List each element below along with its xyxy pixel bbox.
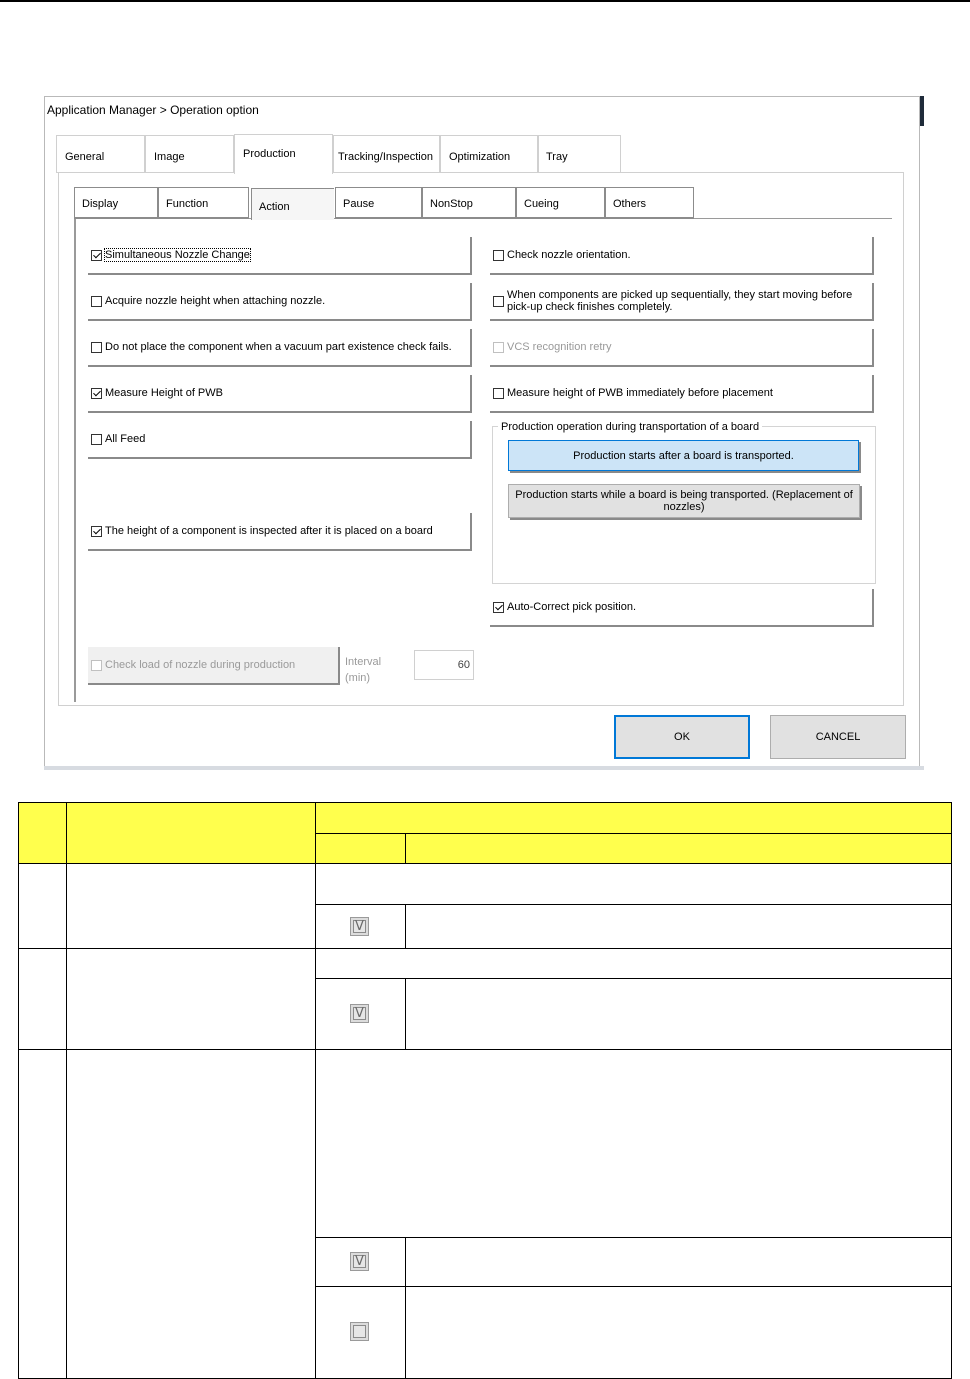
checkbox[interactable] bbox=[91, 434, 102, 445]
subtab-label: Cueing bbox=[524, 198, 559, 210]
subtab-label: Function bbox=[166, 198, 209, 210]
production-while-transport-button[interactable] bbox=[508, 484, 860, 518]
table-col-divider bbox=[405, 904, 406, 948]
table-border bbox=[18, 802, 952, 803]
option-label: Acquire nozzle height when attaching nozzle. bbox=[105, 295, 326, 307]
table-border bbox=[951, 802, 952, 1379]
subtab-others[interactable] bbox=[605, 187, 694, 219]
tab-image[interactable] bbox=[145, 135, 234, 173]
interval-label bbox=[345, 654, 381, 686]
simultaneous-nozzle-change-option[interactable] bbox=[88, 237, 472, 275]
dialog-title: Application Manager > Operation option bbox=[47, 103, 259, 117]
tab-optimization[interactable] bbox=[440, 135, 538, 173]
option-label: All Feed bbox=[105, 433, 146, 445]
page-top-rule bbox=[0, 0, 970, 2]
subtab-display[interactable] bbox=[74, 187, 158, 219]
production-after-transport-button[interactable] bbox=[508, 440, 859, 471]
interval-unit-line: (min) bbox=[345, 672, 371, 684]
subtab-action[interactable] bbox=[251, 188, 334, 220]
tab-tray[interactable] bbox=[538, 135, 621, 173]
measure-height-of-pwb-option[interactable] bbox=[88, 375, 472, 413]
table-row-divider bbox=[315, 904, 952, 905]
table-row-divider bbox=[18, 948, 952, 949]
checked-checkbox-icon bbox=[350, 1004, 369, 1023]
check-nozzle-orientation-option[interactable] bbox=[490, 237, 874, 275]
option-label: When components are picked up sequentially, they start moving before pick-up check finishes completely. bbox=[507, 289, 853, 313]
option-label: Simultaneous Nozzle Change bbox=[105, 249, 250, 261]
subtab-function[interactable] bbox=[158, 187, 249, 219]
checkbox[interactable] bbox=[91, 388, 102, 399]
checkbox bbox=[493, 342, 504, 353]
option-label: Do not place the component when a vacuum part existence check fails. bbox=[105, 341, 452, 353]
table-row-divider bbox=[315, 978, 952, 979]
checkbox bbox=[91, 660, 102, 671]
interval-label-line: Interval bbox=[345, 656, 382, 668]
cancel-button[interactable] bbox=[770, 715, 906, 759]
table-row-divider bbox=[18, 1049, 952, 1050]
window-edge bbox=[920, 96, 924, 126]
checkbox[interactable] bbox=[91, 250, 102, 261]
check-load-of-nozzle-option bbox=[88, 647, 340, 685]
option-label: Auto-Correct pick position. bbox=[507, 601, 636, 613]
button-label: OK bbox=[674, 731, 690, 743]
do-not-place-on-vacuum-fail-option[interactable] bbox=[88, 329, 472, 367]
tab-label: General bbox=[65, 151, 105, 163]
table-border bbox=[18, 802, 19, 1379]
subtab-label: Others bbox=[613, 198, 647, 210]
option-label: VCS recognition retry bbox=[507, 341, 612, 353]
button-label: CANCEL bbox=[815, 731, 861, 743]
checkbox[interactable] bbox=[493, 602, 504, 613]
option-label: The height of a component is inspected after it is placed on a board bbox=[105, 525, 433, 537]
checked-checkbox-icon bbox=[350, 917, 369, 936]
group-title: Production operation during transportation of a board bbox=[498, 421, 762, 433]
subtab-label: Display bbox=[82, 198, 119, 210]
checkbox[interactable] bbox=[493, 388, 504, 399]
all-feed-option[interactable] bbox=[88, 421, 472, 459]
checkbox[interactable] bbox=[91, 296, 102, 307]
subtab-cueing[interactable] bbox=[516, 187, 605, 219]
tab-general[interactable] bbox=[56, 135, 145, 173]
measure-height-before-placement-option[interactable] bbox=[490, 375, 874, 413]
checkbox[interactable] bbox=[493, 296, 504, 307]
tab-label: Image bbox=[154, 151, 185, 163]
ok-button[interactable] bbox=[614, 715, 750, 759]
option-label: Measure Height of PWB bbox=[105, 387, 223, 399]
tab-label: Tracking/Inspection bbox=[338, 151, 433, 163]
tab-label: Optimization bbox=[449, 151, 511, 163]
checkbox[interactable] bbox=[91, 526, 102, 537]
table-row-divider bbox=[315, 1237, 952, 1238]
table-row-divider bbox=[315, 1286, 952, 1287]
auto-correct-pick-position-option[interactable] bbox=[490, 589, 874, 627]
tab-label: Production bbox=[243, 148, 296, 160]
checkbox[interactable] bbox=[91, 342, 102, 353]
table-col-divider bbox=[315, 802, 316, 1379]
table-col-divider bbox=[405, 833, 406, 863]
sequential-pickup-move-option[interactable] bbox=[490, 283, 874, 321]
checked-checkbox-icon bbox=[350, 1252, 369, 1271]
vcs-recognition-retry-option bbox=[490, 329, 874, 367]
table-row-divider bbox=[315, 833, 952, 834]
acquire-nozzle-height-option[interactable] bbox=[88, 283, 472, 321]
option-label: Measure height of PWB immediately before placement bbox=[507, 387, 773, 399]
tab-label: Tray bbox=[546, 151, 568, 163]
subtab-nonstop[interactable] bbox=[422, 187, 516, 219]
subtab-label: Action bbox=[259, 201, 290, 213]
table-col-divider bbox=[405, 1237, 406, 1378]
table-col-divider bbox=[405, 978, 406, 1049]
subtab-pause[interactable] bbox=[335, 187, 422, 219]
window-bottom-bar bbox=[44, 766, 924, 770]
tab-production[interactable] bbox=[234, 134, 333, 174]
tab-tracking-inspection[interactable] bbox=[333, 135, 440, 173]
option-label: Check load of nozzle during production bbox=[105, 659, 296, 671]
subtab-label: NonStop bbox=[430, 198, 473, 210]
height-inspection-after-place-option[interactable] bbox=[88, 513, 472, 551]
checkbox[interactable] bbox=[493, 250, 504, 261]
table-col-divider bbox=[66, 802, 67, 1379]
unchecked-checkbox-icon bbox=[350, 1322, 369, 1341]
button-label: Production starts while a board is being transported. (Replacement of nozzles) bbox=[515, 489, 853, 513]
subtab-label: Pause bbox=[343, 198, 375, 210]
option-label: Check nozzle orientation. bbox=[507, 249, 631, 261]
table-row-divider bbox=[18, 863, 952, 864]
interval-input[interactable]: 60 bbox=[414, 650, 474, 680]
button-label: Production starts after a board is transported. bbox=[573, 449, 794, 462]
